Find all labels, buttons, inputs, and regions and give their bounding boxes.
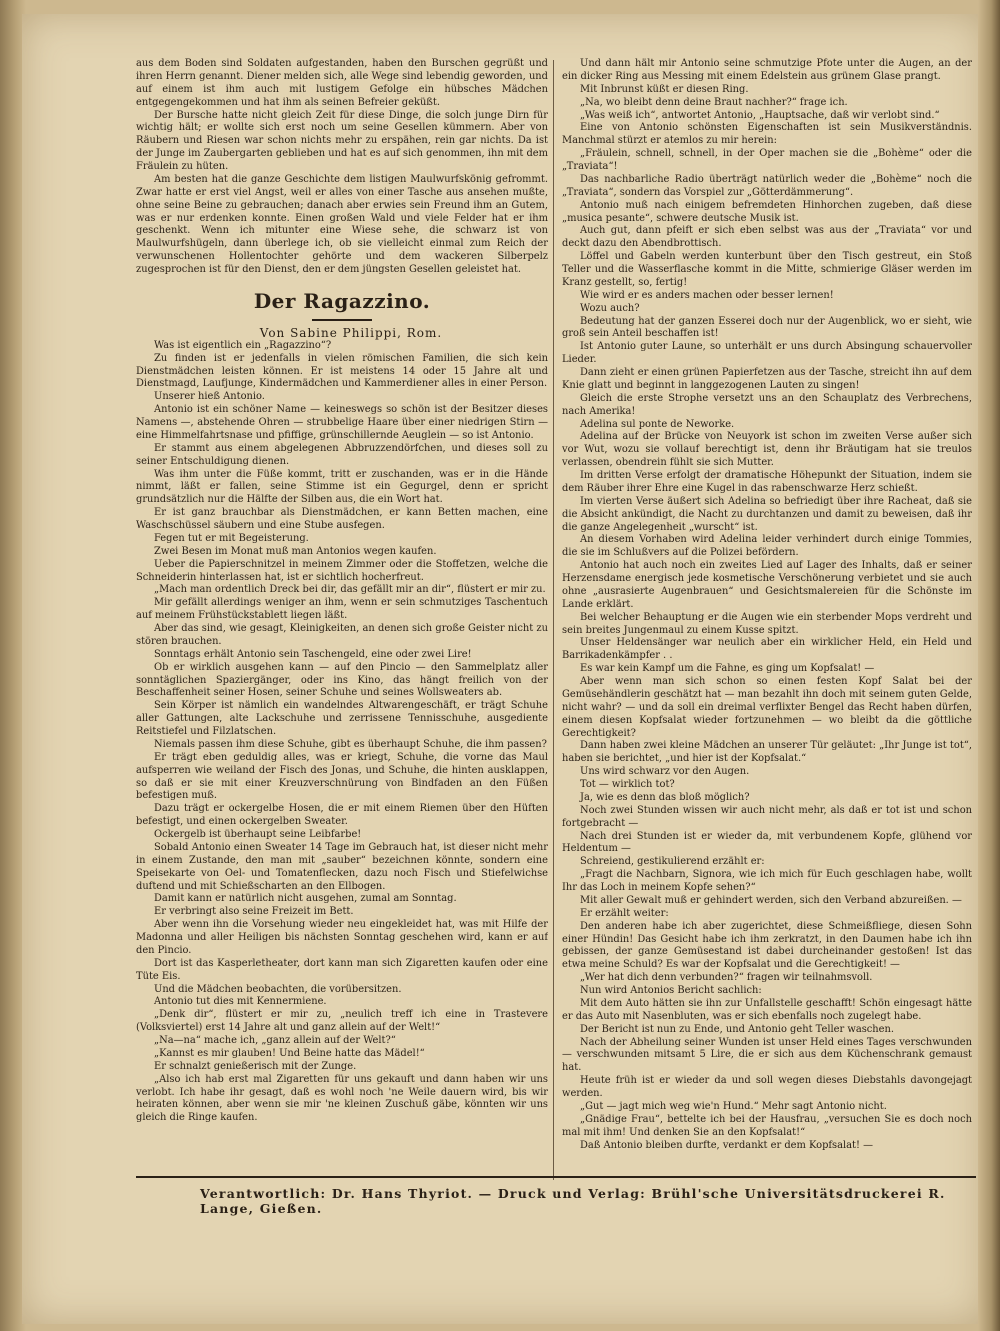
article-paragraph: Antonio tut dies mit Kennermiene.	[154, 996, 327, 1008]
article-paragraph: Aber wenn ihn die Vorsehung wieder neu eingekleidet hat, was mit Hilfe der Madonna und aller Heiligen bis nächsten Sonntag geschehen wird, kann er auf den Pincio.	[136, 919, 548, 956]
footer-rule	[136, 1176, 976, 1178]
article-paragraph: Wie wird er es anders machen oder besser lernen!	[580, 289, 834, 301]
article-paragraph: An diesem Vorhaben wird Adelina leider verhindert durch einige Tommies, die sie im Schlußvers auf die Polizei befördern.	[562, 534, 972, 559]
article-paragraph: „Mach man ordentlich Dreck bei dir, das gefällt mir an dir“, flüstert er mir zu.	[154, 584, 546, 596]
article-paragraph: Und dann hält mir Antonio seine schmutzige Pfote unter die Augen, an der ein dicker Ring aus Messing mit einem Edelstein aus grünem Glase prangt.	[562, 58, 972, 82]
article-paragraph: Damit kann er natürlich nicht ausgehen, zumal am Sonntag.	[154, 893, 457, 905]
byline: Von Sabine Philippi, Rom.	[259, 325, 443, 340]
article-paragraph: Ja, wie es denn das bloß möglich?	[580, 791, 750, 803]
article-paragraph: „Gut — jagt mich weg wie'n Hund.“ Mehr sagt Antonio nicht.	[580, 1100, 887, 1112]
article-paragraph: Er erzählt weiter:	[580, 907, 669, 919]
article-paragraph: „Fragt die Nachbarn, Signora, wie ich mich für Euch geschlagen habe, wollt Ihr das Loch in meinem Kopfe sehen?“	[562, 869, 972, 893]
article-paragraph: Antonio muß nach einigem befremdeten Hinhorchen zugeben, daß diese „musica pesante“, schwere deutsche Musik ist.	[562, 199, 972, 224]
title-rule	[312, 319, 372, 321]
article-paragraph: Aber wenn man sich schon so einen festen Kopf Salat bei der Gemüsehändlerin geschätzt hat — man bezahlt ihn doch mit seinem guten Gelde, nicht wahr? — und da soll ein dreimal verflixter Bengel das Recht haben dürfen, einem diesen Kopfsalat wieder fortzunehmen — wo bleibt da die göttliche Gerechtigkeit?	[562, 676, 972, 739]
article-paragraph: Sonntags erhält Antonio sein Taschengeld, eine oder zwei Lire!	[154, 648, 472, 660]
article-paragraph: Löffel und Gabeln werden kunterbunt über den Tisch gestreut, ein Stoß Teller und die Wasserflasche kommt in die Mitte, schmierige Gläser werden im Kranz gestellt, so, fertig!	[562, 251, 972, 288]
article-paragraph: Heute früh ist er wieder da und soll wegen dieses Diebstahls davongejagt werden.	[562, 1075, 972, 1099]
article-paragraph: Mir gefällt allerdings weniger an ihm, wenn er sein schmutziges Taschentuch auf meinem Frühstückstablett liegen läßt.	[136, 597, 548, 622]
article-paragraph: Mit dem Auto hätten sie ihn zur Unfallstelle geschafft! Schön eingesagt hätte er das Auto mit Nasenbluten, was er sich ebenfalls noch zugelegt habe.	[562, 997, 972, 1022]
article-paragraph: Tot — wirklich tot?	[580, 779, 675, 790]
article-paragraph: Im dritten Verse erfolgt der dramatische Höhepunkt der Situation, indem sie dem Räuber ihrer Ehre eine Kugel in das rabenschwarze Herz schießt.	[562, 470, 972, 494]
article-paragraph: Auch gut, dann pfeift er sich eben selbst was aus der „Traviata“ vor und deckt dazu den Abendbrottisch.	[562, 225, 972, 250]
article-paragraph: Nach der Abheilung seiner Wunden ist unser Held eines Tages verschwunden — verschwunden mitsamt 5 Lire, die er sich aus dem Küchenschrank gemaust hat.	[562, 1036, 972, 1074]
article-paragraph: Aber das sind, wie gesagt, Kleinigkeiten, an denen sich große Geister nicht zu stören brauchen.	[136, 623, 548, 647]
article-paragraph: Sein Körper ist nämlich ein wandelndes Altwarengeschäft, er trägt Schuhe aller Gattungen, alte Lackschuhe und zerrissene Tennisschuhe, ausgediente Reitstiefel und Filzlatschen.	[136, 700, 548, 737]
article-paragraph: Daß Antonio bleiben durfte, verdankt er dem Kopfsalat! —	[580, 1139, 873, 1151]
article-paragraph: Er schnalzt genießerisch mit der Zunge.	[154, 1060, 357, 1072]
right-column	[562, 58, 972, 1158]
article-paragraph: „Fräulein, schnell, schnell, in der Oper machen sie die „Bohème“ oder die „Traviata“!	[562, 148, 972, 172]
article-paragraph: Es war kein Kampf um die Fahne, es ging um Kopfsalat! —	[580, 663, 875, 675]
article-paragraph: Und die Mädchen beobachten, die vorübersitzen.	[154, 983, 402, 995]
article-paragraph: Noch zwei Stunden wissen wir auch nicht mehr, als daß er tot ist und schon fortgebracht —	[562, 804, 972, 829]
article-paragraph: Was ihm unter die Füße kommt, tritt er zuschanden, was er in die Hände nimmt, läßt er fallen, seine Stimme ist ein Gegurgel, denn er spricht grundsätzlich nur die Hälfte der Silben aus, die ein Wort hat.	[136, 468, 548, 506]
article-paragraph: Nun wird Antonios Bericht sachlich:	[580, 985, 762, 996]
article-paragraph: Er ist ganz brauchbar als Dienstmädchen, er kann Betten machen, eine Waschschüssel säubern und eine Stube ausfegen.	[136, 507, 548, 531]
article-paragraph: Der Bericht ist nun zu Ende, und Antonio geht Teller waschen.	[580, 1023, 895, 1035]
article-paragraph: „Also ich hab erst mal Zigaretten für uns gekauft und dann haben wir uns verlobt. Ich habe ihr gesagt, daß es wohl noch 'ne Weile dauern wird, bis wir heiraten können, aber wenn sie mir 'ne kleinen Zuschuß gäbe, könnten wir uns gleich die Ringe kaufen.	[136, 1073, 548, 1124]
article-paragraph: Ockergelb ist überhaupt seine Leibfarbe!	[154, 829, 362, 840]
article-paragraph: Mit aller Gewalt muß er gehindert werden, sich den Verband abzureißen. —	[580, 894, 962, 906]
article-paragraph: Ist Antonio guter Laune, so unterhält er uns durch Absingung schauervoller Lieder.	[562, 341, 972, 366]
article-body-left	[136, 340, 548, 1125]
article-paragraph: Er stammt aus einem abgelegenen Abbruzzendörfchen, und dieses soll zu seiner Entschuldigung dienen.	[136, 442, 548, 467]
article-paragraph: „Kannst es mir glauben! Und Beine hatte das Mädel!“	[154, 1047, 425, 1059]
article-paragraph: Uns wird schwarz vor den Augen.	[580, 766, 750, 778]
article-paragraph: Das nachbarliche Radio überträgt natürlich weder die „Bohème“ noch die „Traviata“, sondern das Vorspiel zur „Götterdämmerung“.	[562, 173, 972, 198]
article-paragraph: Fegen tut er mit Begeisterung.	[154, 532, 309, 544]
article-paragraph: Bei welcher Behauptung er die Augen wie ein sterbender Mops verdreht und sein breites Jungenmaul zu einem Kusse spitzt.	[562, 611, 972, 636]
article-paragraph: Im vierten Verse äußert sich Adelina so befriedigt über ihre Racheat, daß sie die Absicht ankündigt, die Nacht zu durchtanzen und damit zu beweisen, daß ihr die ganze Angelegenheit „wurscht“ ist.	[562, 495, 972, 533]
article-paragraph: Gleich die erste Strophe versetzt uns an den Schauplatz des Verbrechens, nach Amerika!	[562, 392, 972, 417]
article-paragraph: Dann zieht er einen grünen Papierfetzen aus der Tasche, streicht ihn auf dem Knie glatt und beginnt in langgezogenen Lauten zu singen!	[562, 367, 972, 391]
article-paragraph: Adelina sul ponte de Neworke.	[580, 418, 735, 430]
article-paragraph: Dann haben zwei kleine Mädchen an unserer Tür geläutet: „Ihr Junge ist tot“, haben sie berichtet, „und hier ist der Kopfsalat.“	[562, 740, 972, 765]
article-paragraph: Wozu auch?	[580, 302, 640, 314]
article-paragraph: Sobald Antonio einen Sweater 14 Tage im Gebrauch hat, ist dieser nicht mehr in einem Zustande, den man mit „sauber“ bezeichnen könnte, sondern eine Speisekarte von Oel- und Tomatenflecken, dazu noch Fisch und Stiefelwichse duftend und mit Schießscharten an den Ellbogen.	[136, 841, 548, 892]
article-paragraph: Er trägt eben geduldig alles, was er kriegt, Schuhe, die vorne das Maul aufsperren wie weiland der Fisch des Jonas, und Schuhe, die hinten ausklappen, so daß er sie mit einer Kreuzverschnürung von Bindfaden an den Füßen befestigen muß.	[136, 751, 548, 802]
article-paragraph: Schreiend, gestikulierend erzählt er:	[580, 856, 765, 868]
article-paragraph: Adelina auf der Brücke von Neuyork ist schon im zweiten Verse außer sich vor Wut, wozu sie vollauf berechtigt ist, denn ihr Bräutigam hat sie treulos verlassen, obendrein fühlt sie sich Mutter.	[562, 431, 972, 469]
article-paragraph: Antonio ist ein schöner Name — keineswegs so schön ist der Besitzer dieses Namens —, abstehende Ohren — strubbelige Haare über einer niedrigen Stirn — eine Himmelfahrtsnase und pfiffige, grünschillernde Aeuglein — so ist Antonio.	[136, 404, 548, 441]
article-paragraph: Dazu trägt er ockergelbe Hosen, die er mit einem Riemen über den Hüften befestigt, und einen ockergelben Sweater.	[136, 803, 548, 828]
article-paragraph: Was ist eigentlich ein „Ragazzino“?	[154, 339, 332, 351]
article-paragraph: Ob er wirklich ausgehen kann — auf den Pincio — den Sammelplatz aller sonntäglichen Spaziergänger, oder ins Kino, das hängt freilich von der Beschaffenheit seiner Hosen, seiner Schuhe und seines Wollsweaters ab.	[136, 661, 548, 699]
article-paragraph: „Na—na“ mache ich, „ganz allein auf der Welt?“	[154, 1035, 396, 1046]
article-paragraph: Er verbringt also seine Freizeit im Bett.	[154, 906, 354, 918]
article-paragraph: „Na, wo bleibt denn deine Braut nachher?“ frage ich.	[580, 96, 848, 108]
page-edge-shadow	[978, 0, 1000, 1331]
article-paragraph: „Gnädige Frau“, bettelte ich bei der Hausfrau, „versuchen Sie es doch noch mal mit ihm! Und denken Sie an den Kopfsalat!“	[562, 1113, 972, 1138]
article-paragraph: Den anderen habe ich aber zugerichtet, diese Schmeißfliege, diesen Sohn einer Hündin! Das Gesicht habe ich ihm zerkratzt, in den Daumen habe ich ihn gebissen, der ganze Gemüsestand ist dabei durcheinander gestoßen! Ist das etwa meine Schuld? Es war der Kopfsalat und die Gerechtigkeit! —	[562, 920, 972, 971]
article-paragraph: „Was weiß ich“, antwortet Antonio, „Hauptsache, daß wir verlobt sind.“	[580, 109, 940, 121]
article-paragraph: Bedeutung hat der ganzen Esserei doch nur der Augenblick, wo er sieht, wie groß sein Anteil beschaffen ist!	[562, 315, 972, 340]
article-title: Der Ragazzino.	[253, 288, 431, 313]
article-paragraph: Mit Inbrunst küßt er diesen Ring.	[580, 83, 749, 95]
imprint-line: Verantwortlich: Dr. Hans Thyriot. — Druck und Verlag: Brühl'sche Universitätsdruckerei R. Lange, Gießen.	[200, 1186, 946, 1216]
article-paragraph: Unserer hieß Antonio.	[154, 391, 265, 403]
column-divider	[553, 60, 554, 1180]
article-paragraph: Zwei Besen im Monat muß man Antonios wegen kaufen.	[154, 545, 437, 557]
intro-paragraph: Der Bursche hatte nicht gleich Zeit für diese Dinge, die solch junge Dirn für wichtig hält; er wollte sich erst noch um seine Gesellen kümmern. Aber von Räubern und Riesen war schon nichts mehr zu erspähen, rein gar nichts. Da ist der Junge im Zaubergarten geblieben und hat es auf sich genommen, ihn mit dem Fräulein zu hüten.	[136, 109, 548, 172]
article-body-right	[562, 58, 972, 1152]
article-paragraph: „Wer hat dich denn verbunden?“ fragen wir teilnahmsvoll.	[580, 972, 873, 984]
article-paragraph: Ueber die Papierschnitzel in meinem Zimmer oder die Stoffetzen, welche die Schneiderin hinterlassen hat, ist er sichtlich hocherfreut.	[136, 558, 548, 583]
article-paragraph: Niemals passen ihm diese Schuhe, gibt es überhaupt Schuhe, die ihm passen?	[154, 738, 547, 750]
article-paragraph: Antonio hat auch noch ein zweites Lied auf Lager des Inhalts, daß er seiner Herzensdame energisch jede kosmetische Verschönerung verbietet und sie auch ohne „ausrasierte Augenbrauen“ und Gesichtsmalereien für die Schönste im Lande erklärt.	[562, 560, 972, 610]
article-paragraph: „Denk dir“, flüstert er mir zu, „neulich treff ich eine in Trastevere (Volksviertel) erst 14 Jahre alt und ganz allein auf der Welt!“	[136, 1009, 548, 1034]
left-column	[136, 58, 548, 1158]
article-paragraph: Zu finden ist er jedenfalls in vielen römischen Familien, die sich kein Dienstmädchen leisten können. Er ist meistens 14 oder 15 Jahre alt und Dienstmagd, Laufjunge, Kindermädchen und Kammerdiener alles in einer Person.	[136, 352, 548, 390]
article-paragraph: Nach drei Stunden ist er wieder da, mit verbundenem Kopfe, glühend vor Heldentum —	[562, 830, 972, 855]
intro-paragraph: Am besten hat die ganze Geschichte dem listigen Maulwurfskönig gefrommt. Zwar hatte er erst viel Angst, weil er alles von einer Tasche aus ansehen mußte, ohne seine Beine zu gebrauchen; danach aber erwies sein Freund ihm an Gutem, was er nur erdenken konnte. Einen großen Wald und viele Felder hat er ihm geschenkt. Wenn ich mitunter eine Wiese sehe, die schwarz ist von Maulwurfshügeln, dann überlege ich, ob sie vielleicht einmal zum Reich der verwunschenen Hollentochter gehörte und dem wackeren Silberpelz zugesprochen ist für den Dienst, den er dem jüngsten Gesellen geleistet hat.	[136, 173, 548, 275]
article-paragraph: Unser Heldensänger war neulich aber ein wirklicher Held, ein Held und Barrikadenkämpfer . .	[562, 637, 972, 662]
article-paragraph: Dort ist das Kasperletheater, dort kann man sich Zigaretten kaufen oder eine Tüte Eis.	[136, 957, 548, 982]
intro-paragraph: aus dem Boden sind Soldaten aufgestanden, haben den Burschen gegrüßt und ihren Herrn genannt. Diener melden sich, alle Wege sind lebendig geworden, und auf einem ist ihm auch mit lustigem Gefolge ein hübsches Mädchen entgegengekommen und hat ihm als seinen Befreier geküßt.	[136, 58, 548, 108]
article-paragraph: Eine von Antonio schönsten Eigenschaften ist sein Musikverständnis. Manchmal stürzt er atemlos zu mir herein:	[562, 122, 972, 147]
